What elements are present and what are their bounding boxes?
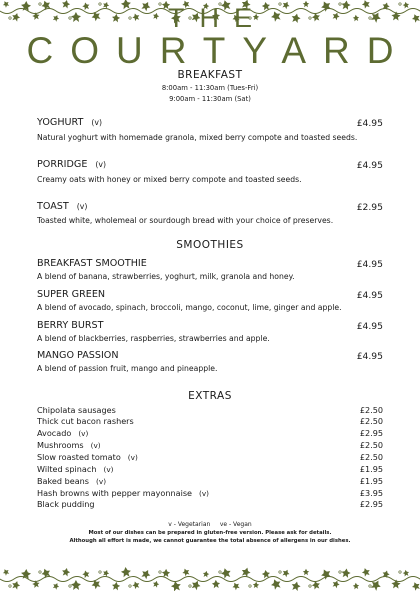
menu-item-description: Natural yoghurt with homemade granola, mixed berry compote and toasted seeds. bbox=[37, 133, 358, 142]
vegetarian-tag: (v) bbox=[76, 202, 88, 211]
menu-item-description: Creamy oats with honey or mixed berry compote and toasted seeds. bbox=[37, 175, 302, 184]
extras-item-name: Slow roasted tomato (v) bbox=[37, 452, 138, 462]
extras-row bbox=[37, 452, 383, 463]
extras-item-name: Chipolata sausages bbox=[37, 405, 116, 415]
extras-item-name: Wilted spinach (v) bbox=[37, 464, 114, 474]
extras-item-price: £3.95 bbox=[359, 488, 383, 498]
extras-item-name: Avocado (v) bbox=[37, 428, 89, 438]
menu-item-price: £4.95 bbox=[356, 351, 383, 362]
extras-item-price: £2.95 bbox=[359, 499, 383, 509]
allergen-note: Although all effort is made, we cannot guarantee the total absence of allergens in our dishes. bbox=[69, 538, 351, 544]
extras-item-price: £1.95 bbox=[359, 476, 383, 486]
menu-item-name: TOAST (v) bbox=[37, 201, 88, 212]
vegetarian-tag: (v) bbox=[95, 160, 107, 169]
menu-item-description: A blend of blackberries, raspberries, strawberries and apple. bbox=[37, 334, 270, 343]
vegetarian-tag: (v) bbox=[91, 118, 103, 127]
menu-item-price: £4.95 bbox=[356, 118, 383, 129]
brand-name: COURTYARD bbox=[26, 30, 411, 71]
extras-row bbox=[37, 464, 383, 475]
extras-item-price: £2.50 bbox=[359, 440, 383, 450]
menu-item-description: A blend of banana, strawberries, yoghurt, milk, granola and honey. bbox=[37, 272, 295, 281]
menu-item-price: £2.95 bbox=[356, 202, 383, 213]
menu-item-price: £4.95 bbox=[356, 290, 383, 301]
extras-item-name: Black pudding bbox=[37, 499, 95, 509]
extras-item-name: Mushrooms (v) bbox=[37, 440, 101, 450]
menu-item-name: YOGHURT (v) bbox=[37, 117, 103, 128]
extras-item-name: Hash browns with pepper mayonnaise (v) bbox=[37, 488, 210, 498]
menu-item-name: BERRY BURST bbox=[37, 320, 104, 331]
extras-heading: EXTRAS bbox=[188, 390, 232, 402]
extras-item-name: Thick cut bacon rashers bbox=[37, 416, 134, 426]
menu-item-name: SUPER GREEN bbox=[37, 289, 106, 300]
extras-row bbox=[37, 416, 383, 427]
menu-item-price: £4.95 bbox=[356, 321, 383, 332]
extras-row bbox=[37, 499, 383, 510]
extras-item-price: £2.95 bbox=[359, 428, 383, 438]
menu-item-description: Toasted white, wholemeal or sourdough bread with your choice of preserves. bbox=[37, 216, 334, 225]
menu-item-name: BREAKFAST SMOOTHIE bbox=[37, 258, 147, 269]
menu-item-name: MANGO PASSION bbox=[37, 350, 119, 361]
extras-row bbox=[37, 405, 383, 416]
brand-the: THE bbox=[168, 3, 267, 33]
menu-item-name: PORRIDGE (v) bbox=[37, 159, 107, 170]
menu-item-price: £4.95 bbox=[356, 259, 383, 270]
smoothies-heading: SMOOTHIES bbox=[176, 239, 244, 251]
breakfast-heading: BREAKFAST bbox=[177, 69, 243, 81]
extras-row bbox=[37, 488, 383, 499]
extras-row bbox=[37, 428, 383, 439]
extras-row bbox=[37, 476, 383, 487]
breakfast-hours-weekday: 8:00am - 11:30am (Tues-Fri) bbox=[161, 84, 259, 92]
gluten-free-note: Most of our dishes can be prepared in gluten-free version. Please ask for details. bbox=[88, 530, 332, 536]
menu-item-description: A blend of avocado, spinach, broccoli, mango, coconut, lime, ginger and apple. bbox=[37, 303, 342, 312]
extras-item-price: £1.95 bbox=[359, 464, 383, 474]
breakfast-hours-saturday: 9:00am - 11:30am (Sat) bbox=[169, 95, 251, 103]
extras-row bbox=[37, 440, 383, 451]
extras-item-name: Baked beans (v) bbox=[37, 476, 107, 486]
extras-item-price: £2.50 bbox=[359, 452, 383, 462]
dietary-legend: v - Vegetarian ve - Vegan bbox=[168, 521, 252, 528]
menu-item-price: £4.95 bbox=[356, 160, 383, 171]
menu-item-description: A blend of passion fruit, mango and pineapple. bbox=[37, 364, 218, 373]
extras-item-price: £2.50 bbox=[359, 405, 383, 415]
ivy-vine-border-bottom bbox=[0, 565, 420, 591]
extras-item-price: £2.50 bbox=[359, 416, 383, 426]
